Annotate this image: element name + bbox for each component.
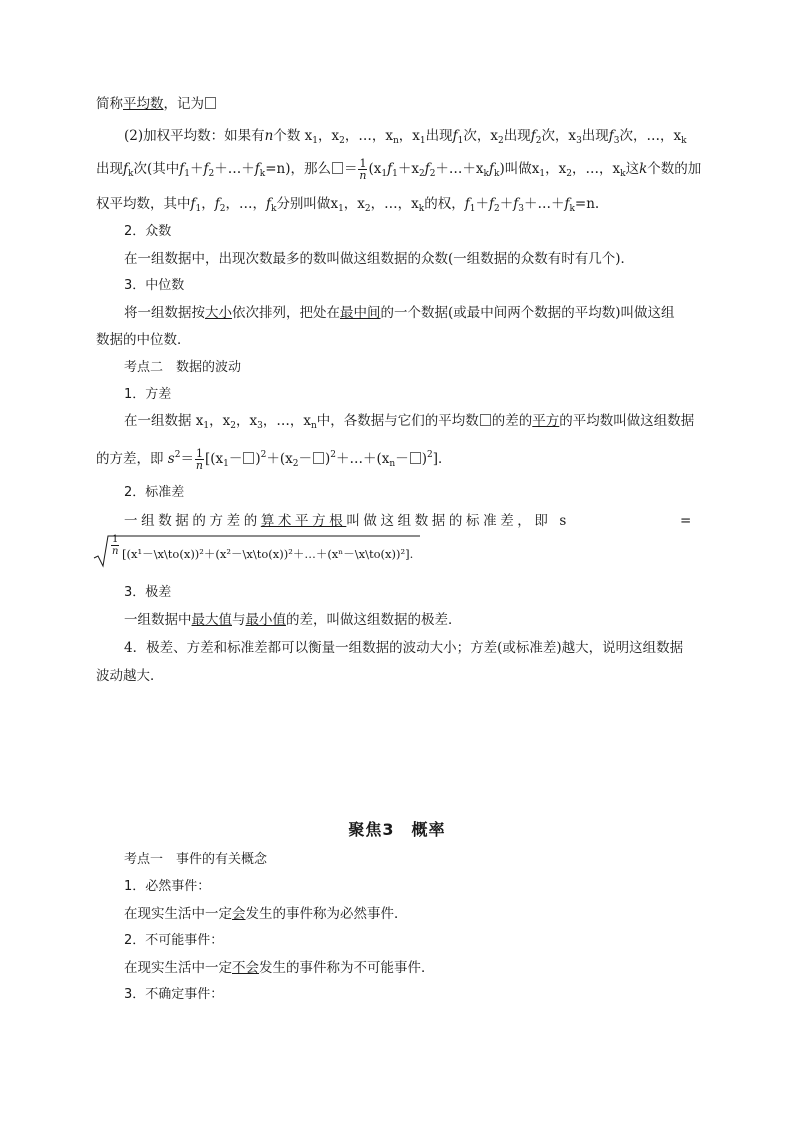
text: 中，各数据与它们的平均数 <box>316 413 479 429</box>
text-line: 波动越大． <box>96 668 164 684</box>
section-title: 聚焦3 概率 <box>348 820 446 839</box>
term-underlined: 算术平方根 <box>260 513 347 529</box>
text: 分别叫做 <box>276 196 331 212</box>
text-line: (2)加权平均数：如果有n个数 $x_1$，$x_2$，…，$x_n$，$x_1$出现$f_1$次，$x_2$出现$f_2$次，$x_3$出现$f_3$次，…，$x_k$ <box>124 128 687 146</box>
text: = <box>680 513 692 529</box>
text: 在一组数据 x <box>124 413 204 429</box>
section-heading: 考点一 事件的有关概念 <box>124 852 268 867</box>
text: 个数的加 <box>647 161 702 177</box>
text: 个数 <box>273 128 301 144</box>
text: (2)加权平均数：如果有 <box>124 128 265 144</box>
term-underlined: 会 <box>232 906 246 922</box>
text: 的一个数据(或最中间两个数据的平均数)叫做这组 <box>380 305 675 321</box>
term-underlined: 最小值 <box>245 612 286 628</box>
text: 一组数据的方差的 <box>124 513 261 529</box>
section-heading: 考点二 数据的波动 <box>124 360 242 375</box>
heading-std: 2．标准差 <box>124 485 185 500</box>
text: 一组数据中 <box>124 612 192 628</box>
text: 次(其中 <box>133 161 180 177</box>
text: 在现实生活中一定 <box>124 906 232 922</box>
missing-glyph-icon <box>480 414 491 426</box>
heading-certain-event: 1．必然事件： <box>124 879 211 894</box>
math-var: n <box>264 128 274 144</box>
text: 出现 <box>96 161 123 177</box>
fraction: $\frac{1}{n}$ <box>359 157 367 182</box>
text: ，记为 <box>163 96 204 112</box>
text: 的权， <box>424 196 465 212</box>
text-line: 出现$f_k$次(其中$f_1+f_2+\dots+f_k=n$)，那么 ＝ $\frac{1}{n}$ $(x_1f_1+x_2f_2+\dots+x_kf_k)$叫做$x_1$，$x_2$，…，$x_k$这k个数的加 <box>96 157 702 182</box>
missing-glyph-icon <box>243 452 254 464</box>
heading-variance: 1．方差 <box>124 387 172 402</box>
text: 的差，叫做这组数据的极差． <box>286 612 462 628</box>
text: 这 <box>625 161 640 177</box>
term-underlined: 大小 <box>205 305 232 321</box>
text: 叫做这组数据的标准差，即 s <box>346 513 570 529</box>
text: 与 <box>232 612 246 628</box>
text-line: 数据的中位数． <box>96 332 191 348</box>
text-line: 4．极差、方差和标准差都可以衡量一组数据的波动大小；方差(或标准差)越大，说明这组数据 <box>124 640 684 656</box>
missing-glyph-icon <box>410 452 421 464</box>
heading-mode: 2．众数 <box>124 224 172 239</box>
text-line <box>124 958 435 978</box>
term-underlined: 平均数 <box>123 96 164 112</box>
text-line: 在一组数据中，出现次数最多的数叫做这组数据的众数(一组数据的众数有时有几个)． <box>124 251 635 267</box>
text-line <box>124 511 704 531</box>
text: 依次排列，把处在 <box>232 305 340 321</box>
text-line <box>96 94 217 114</box>
text: 的平均数叫做这组数据 <box>559 413 695 429</box>
text: 发生的事件称为必然事件． <box>245 906 408 922</box>
missing-glyph-icon <box>332 162 343 174</box>
text: 发生的事件称为不可能事件． <box>259 960 435 976</box>
heading-uncertain-event: 3．不确定事件： <box>124 987 224 1002</box>
term-underlined: 不会 <box>232 960 259 976</box>
formula-text: [(x¹－\x\to(x))²＋(x²－\x\to(x))²＋…＋(xⁿ－\x\to(x))²]. <box>122 547 414 561</box>
text: 叫做 <box>504 161 532 177</box>
text: 将一组数据按 <box>124 305 205 321</box>
heading-median: 3．中位数 <box>124 278 185 293</box>
text-line <box>124 303 675 323</box>
text-line <box>124 904 408 924</box>
text-line <box>124 610 462 630</box>
text: 出现 <box>425 128 453 144</box>
text: 次， <box>463 128 491 144</box>
term-underlined: 最大值 <box>191 612 232 628</box>
text-line: 在一组数据 $x_1$，$x_2$，$x_3$，…，$x_n$中，各数据与它们的平均数 的差的平方的平均数叫做这组数据 <box>124 413 695 431</box>
text: 的方差，即 <box>96 451 164 467</box>
heading-range: 3．极差 <box>124 585 172 600</box>
text: 在现实生活中一定 <box>124 960 232 976</box>
text-line: 的方差，即 $s^2=$ $\frac{1}{n}$ [$(x_1- )^2+(x_2-$ )$^2+\dots+(x_n- )^2$]． <box>96 447 452 472</box>
text: 权平均数，其中 <box>96 196 191 212</box>
text: =n. <box>574 196 600 212</box>
fraction: $\frac{1}{n}$ <box>195 447 204 472</box>
text: 简称 <box>96 96 123 112</box>
missing-glyph-icon <box>313 452 324 464</box>
missing-glyph-icon <box>205 97 216 109</box>
fraction: $\frac{1}{n}$ <box>111 534 119 557</box>
text: 的差的 <box>491 413 533 429</box>
text: =n)，那么 <box>265 161 331 177</box>
term-underlined: 最中间 <box>340 305 381 321</box>
term-underlined: 平方 <box>532 413 560 429</box>
text-line: 权平均数，其中$f_1$，$f_2$，…，$f_k$分别叫做$x_1$，$x_2$，…，$x_k$的权，$f_1+f_2+f_3+\dots+f_k=n$. <box>96 196 600 214</box>
heading-impossible-event: 2．不可能事件： <box>124 933 224 948</box>
